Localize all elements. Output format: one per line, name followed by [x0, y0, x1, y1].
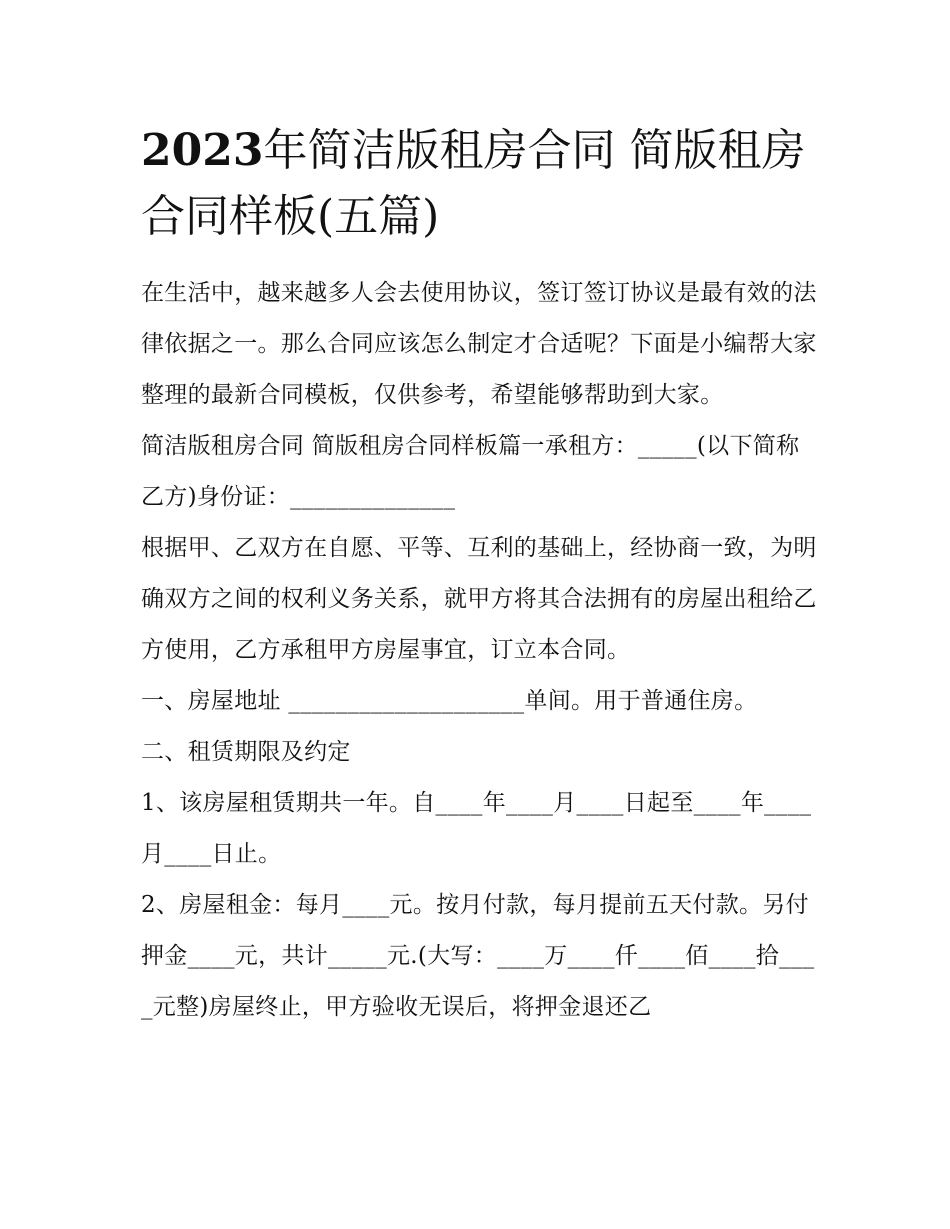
intro-paragraph: 在生活中，越来越多人会去使用协议，签订签订协议是最有效的法律依据之一。那么合同应该怎么制定才合适呢？下面是小编帮大家整理的最新合同模板，仅供参考，希望能够帮助到大家。 [141, 280, 817, 408]
contract-party-paragraph: 简洁版租房合同 简版租房合同样板篇一承租方：_____(以下简称乙方)身份证：______________ [141, 433, 800, 510]
clause-lease-period: 1、该房屋租赁期共一年。自____年____月____日起至____年____月____日止。 [141, 790, 812, 867]
title-year: 2023 [141, 125, 264, 176]
title-text: 年简洁版租房合同 简版租房合同样板(五篇) [141, 125, 806, 242]
clause-rent-deposit: 2、房屋租金：每月____元。按月付款，每月提前五天付款。另付押金____元，共计_____元.(大写：____万____仟____佰____拾____元整)房屋终止，甲方验收无误后，将押金退还乙 [141, 892, 815, 1020]
document-body [141, 268, 821, 1033]
document-title [141, 118, 821, 250]
agreement-basis-paragraph: 根据甲、乙双方在自愿、平等、互利的基础上，经协商一致，为明确双方之间的权利义务关系，就甲方将其合法拥有的房屋出租给乙方使用，乙方承租甲方房屋事宜，订立本合同。 [141, 535, 817, 663]
clause-lease-term-heading: 二、租赁期限及约定 [141, 739, 351, 765]
clause-house-address: 一、房屋地址 ____________________单间。用于普通住房。 [141, 688, 758, 714]
document-page [141, 118, 821, 1033]
